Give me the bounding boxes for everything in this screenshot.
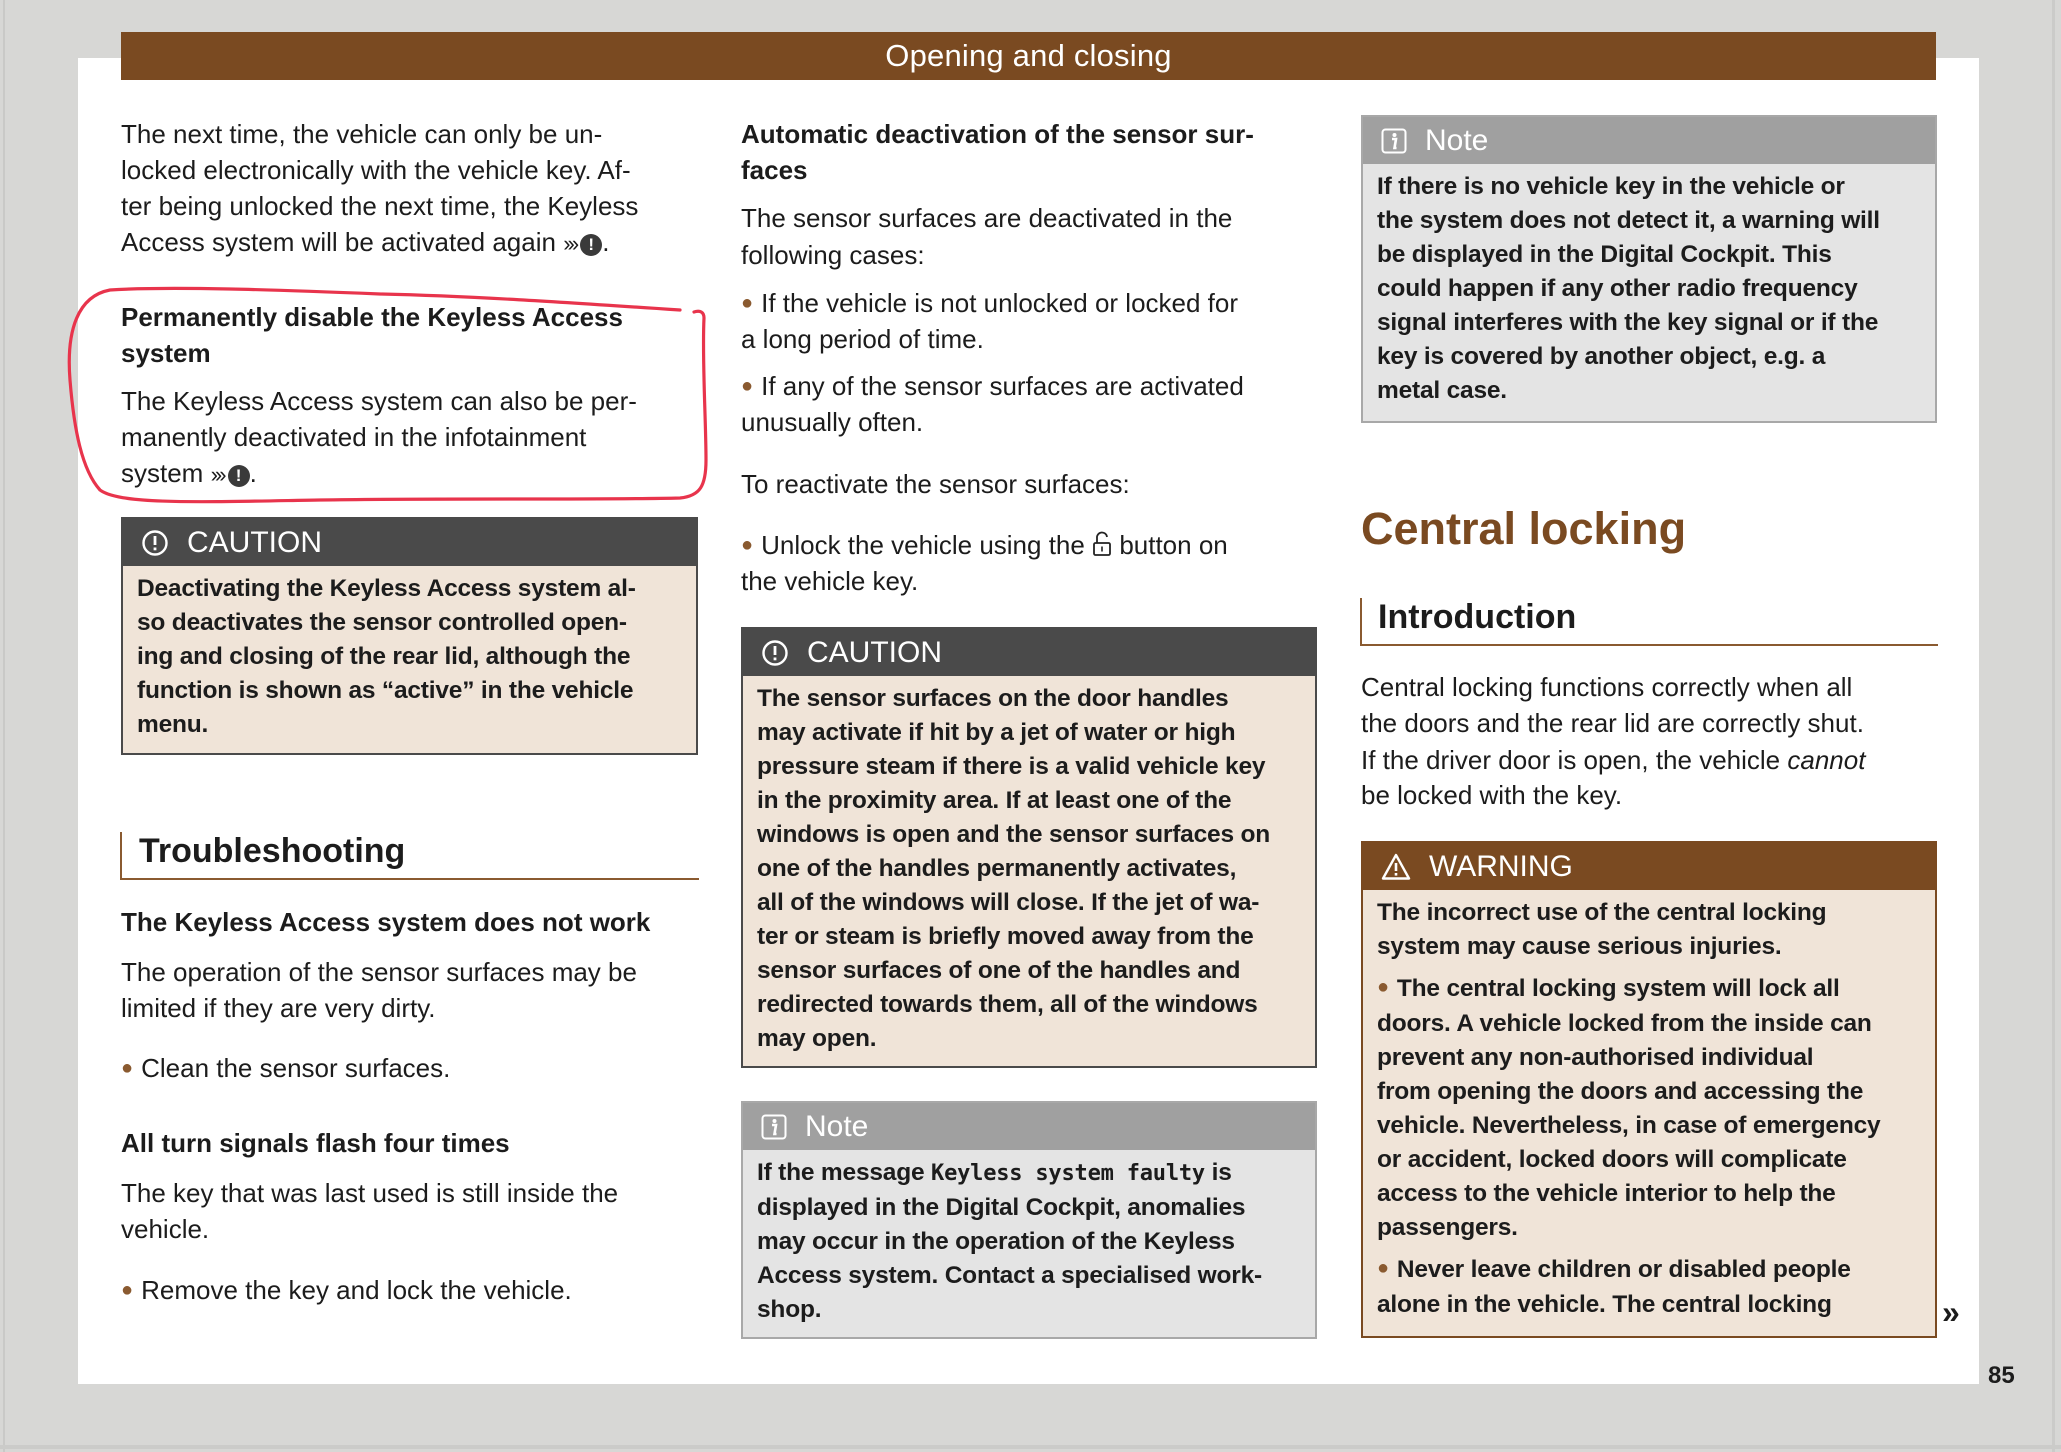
section-heading: Automatic deactivation of the sensor sur- <box>741 119 1254 149</box>
bullet-icon: ● <box>121 1279 134 1301</box>
text-line: limited if they are very dirty. <box>121 993 436 1023</box>
note-title: Note <box>805 1110 869 1143</box>
bullet-icon: ● <box>741 534 754 556</box>
warning-box-central-locking <box>1361 841 1937 1338</box>
text-line: so deactivates the sensor controlled open- <box>137 609 627 636</box>
text-line: system may cause serious injuries. <box>1377 933 1782 960</box>
troubleshooting-heading: Troubleshooting <box>139 832 406 870</box>
bullet-text: or accident, locked doors will complicate <box>1377 1146 1847 1173</box>
bullet-text: Unlock the vehicle using the <box>761 530 1085 560</box>
section-title-central-locking: Central locking <box>1361 503 1687 554</box>
text-line: vehicle. <box>121 1214 210 1244</box>
text-line: The Keyless Access system can also be per- <box>121 386 637 416</box>
caution-header <box>743 629 1315 676</box>
section-heading: system <box>121 338 211 368</box>
bullet-text: alone in the vehicle. The central locking <box>1377 1291 1832 1318</box>
text-line: The incorrect use of the central locking <box>1377 899 1827 926</box>
text-line: function is shown as “active” in the vehicle <box>137 677 634 704</box>
bullet-text: doors. A vehicle locked from the inside can <box>1377 1010 1872 1037</box>
page-number: 85 <box>1988 1362 2015 1389</box>
bullet-text: button on <box>1119 530 1228 560</box>
text-line: ter being unlocked the next time, the Keyless <box>121 191 639 221</box>
text-line: Access system. Contact a specialised work- <box>757 1262 1262 1289</box>
text-line: may occur in the operation of the Keyless <box>757 1228 1235 1255</box>
text-line: If the driver door is open, the vehicle <box>1361 745 1781 775</box>
info-icon <box>1381 128 1407 154</box>
warning-header <box>1363 843 1935 890</box>
text-line: The operation of the sensor surfaces may be <box>121 957 637 987</box>
text-line: redirected towards them, all of the windows <box>757 991 1258 1018</box>
chapter-title: Opening and closing <box>885 38 1172 73</box>
text-fragment: If the message <box>757 1159 925 1186</box>
caution-body <box>743 676 1315 1056</box>
chapter-header <box>121 32 1936 80</box>
info-icon <box>761 1114 787 1140</box>
text-line: may open. <box>757 1025 877 1052</box>
section-heading: faces <box>741 155 808 185</box>
text-line: displayed in the Digital Cockpit, anomalies <box>757 1194 1246 1221</box>
text-line: be locked with the key. <box>1361 780 1623 810</box>
unlock-button-icon <box>1092 531 1112 565</box>
bullet-icon: ● <box>741 375 754 397</box>
text-line: Central locking functions correctly when all <box>1361 672 1853 702</box>
bullet-icon: ● <box>1377 1257 1389 1279</box>
text-line: all of the windows will close. If the jet of wa- <box>757 889 1260 916</box>
caution-box-sensor <box>741 627 1317 1068</box>
caution-title: CAUTION <box>807 636 942 669</box>
text-line: To reactivate the sensor surfaces: <box>741 469 1130 499</box>
warning-title: WARNING <box>1429 850 1573 883</box>
text-line: may activate if hit by a jet of water or high <box>757 719 1236 746</box>
note-body <box>1363 164 1935 408</box>
caution-title: CAUTION <box>187 526 322 559</box>
cross-reference-link[interactable]: ››› <box>210 462 224 487</box>
note-box-keyless-faulty <box>741 1101 1317 1339</box>
section-heading: Permanently disable the Keyless Access <box>121 302 623 332</box>
bullet-text: Clean the sensor surfaces. <box>141 1053 451 1083</box>
text-line: be displayed in the Digital Cockpit. This <box>1377 241 1832 268</box>
note-title: Note <box>1425 124 1489 157</box>
text-line: metal case. <box>1377 377 1507 404</box>
caution-body <box>123 566 696 742</box>
text-line: sensor surfaces of one of the handles and <box>757 957 1241 984</box>
continued-marker: » <box>1942 1294 1960 1330</box>
text-line: ing and closing of the rear lid, although the <box>137 643 631 670</box>
bullet-text: prevent any non-authorised individual <box>1377 1044 1814 1071</box>
note-body <box>743 1150 1315 1327</box>
text-line: the system does not detect it, a warning will <box>1377 207 1880 234</box>
caution-circle-icon <box>761 639 789 667</box>
text-line: menu. <box>137 711 209 738</box>
text-line: The sensor surfaces are deactivated in the <box>741 203 1233 233</box>
item-heading: All turn signals flash four times <box>121 1128 510 1158</box>
bullet-icon: ● <box>121 1057 134 1079</box>
text-line: pressure steam if there is a valid vehicle key <box>757 753 1266 780</box>
text-line: the doors and the rear lid are correctly shut. <box>1361 708 1864 738</box>
bullet-text: If any of the sensor surfaces are activated <box>761 371 1244 401</box>
text-line: following cases: <box>741 240 925 270</box>
text-line: Access system will be activated again <box>121 227 556 257</box>
text-line: could happen if any other radio frequency <box>1377 275 1858 302</box>
text-line: signal interferes with the key signal or if the <box>1377 309 1879 336</box>
caution-circle-icon <box>141 529 169 557</box>
caution-box-keyless <box>121 517 698 755</box>
text-line: in the proximity area. If at least one of the <box>757 787 1232 814</box>
note-header <box>743 1103 1315 1150</box>
text-line: shop. <box>757 1296 822 1323</box>
text-line: Deactivating the Keyless Access system al- <box>137 575 636 602</box>
text-line: system <box>121 458 204 488</box>
scan-edge-bottom <box>0 1445 2061 1449</box>
caution-header <box>123 519 696 566</box>
text-line: windows is open and the sensor surfaces on <box>757 821 1271 848</box>
text-line: locked electronically with the vehicle key. Af- <box>121 155 631 185</box>
bullet-text: Remove the key and lock the vehicle. <box>141 1275 572 1305</box>
caution-reference-icon: ! <box>228 465 250 487</box>
bullet-icon: ● <box>741 292 754 314</box>
note-header <box>1363 117 1935 164</box>
text-line: The key that was last used is still inside the <box>121 1178 619 1208</box>
text-line: If there is no vehicle key in the vehicle or <box>1377 173 1845 200</box>
text-line: key is covered by another object, e.g. a <box>1377 343 1826 370</box>
warning-triangle-icon <box>1381 853 1411 881</box>
bullet-text: the vehicle key. <box>741 566 919 596</box>
bullet-text: vehicle. Nevertheless, in case of emergency <box>1377 1112 1881 1139</box>
text-fragment: is <box>1211 1159 1232 1186</box>
bullet-text: from opening the doors and accessing the <box>1377 1078 1864 1105</box>
bullet-text: The central locking system will lock all <box>1396 975 1840 1002</box>
bullet-text: If the vehicle is not unlocked or locked for <box>761 288 1239 318</box>
scan-edge-left <box>3 0 5 1452</box>
bullet-text: Never leave children or disabled people <box>1396 1256 1851 1283</box>
note-box-no-key <box>1361 115 1937 423</box>
bullet-text: unusually often. <box>741 407 924 437</box>
text-line: one of the handles permanently activates, <box>757 855 1237 882</box>
caution-reference-icon: ! <box>580 234 602 256</box>
text-line: manently deactivated in the infotainment <box>121 422 587 452</box>
emphasis-text: cannot <box>1787 745 1866 775</box>
cross-reference-link[interactable]: ››› <box>563 231 577 256</box>
item-heading: The Keyless Access system does not work <box>121 907 651 937</box>
scan-edge-right <box>2052 0 2055 1452</box>
text-line: The next time, the vehicle can only be un- <box>121 119 603 149</box>
system-message-code: Keyless system faulty <box>931 1161 1205 1186</box>
text-line: ter or steam is briefly moved away from the <box>757 923 1254 950</box>
bullet-icon: ● <box>1377 976 1389 998</box>
warning-body <box>1363 890 1935 1322</box>
text-line: The sensor surfaces on the door handles <box>757 685 1229 712</box>
bullet-text: a long period of time. <box>741 324 984 354</box>
bullet-text: passengers. <box>1377 1214 1518 1241</box>
introduction-heading: Introduction <box>1378 598 1577 636</box>
bullet-text: access to the vehicle interior to help the <box>1377 1180 1836 1207</box>
